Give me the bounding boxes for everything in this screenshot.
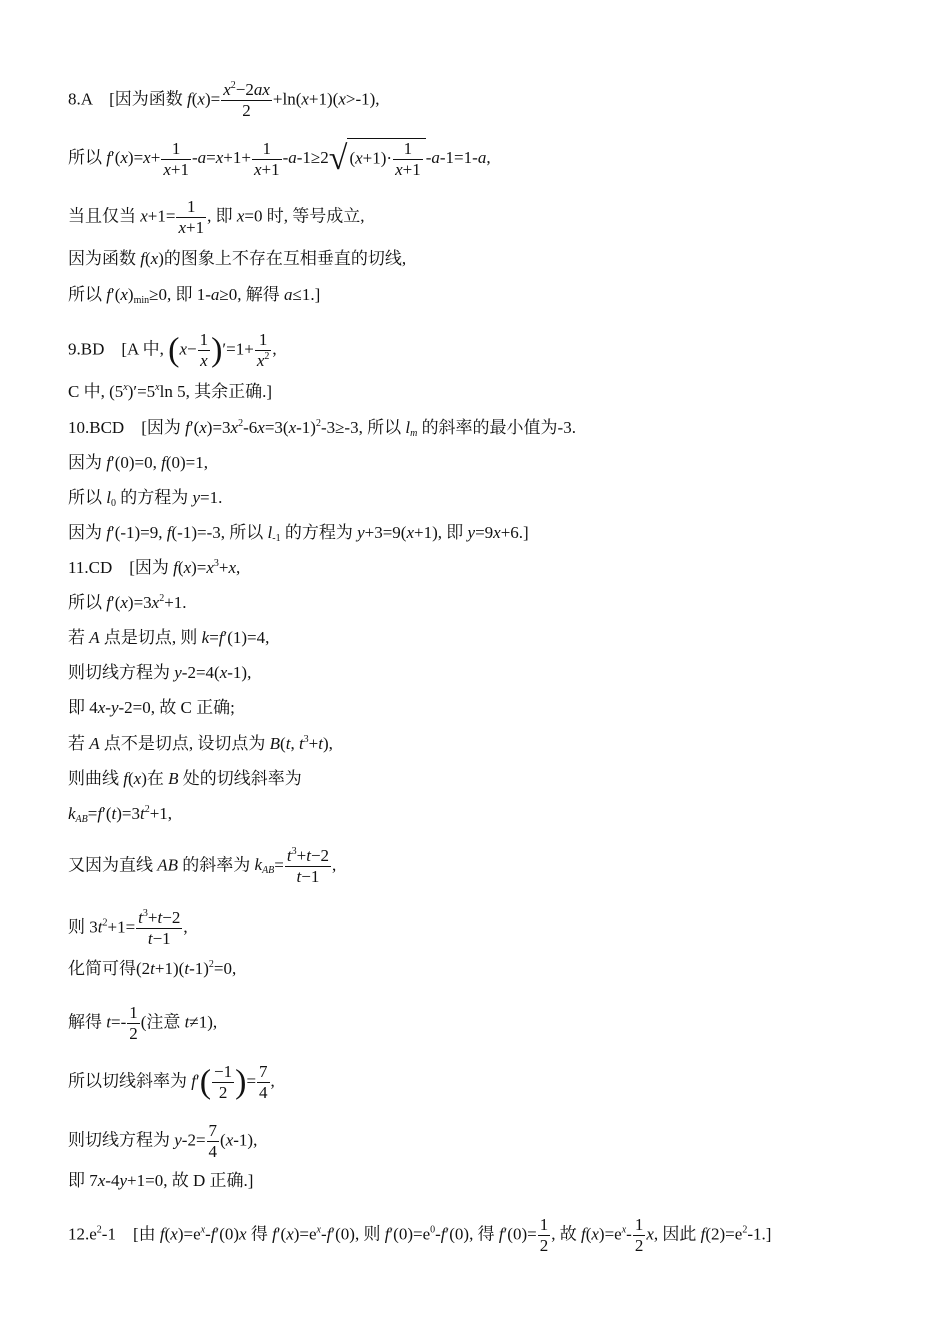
text-line: [0, 9, 950, 10]
line-11-8: $k_{AB}=f'(t)=3t^2+1$,: [68, 804, 173, 825]
text-line: [0, 11, 950, 12]
text-line: [0, 10, 950, 11]
line-11-2: 所以 $f'(x)=3x^2+1$.: [68, 593, 187, 612]
line-11-15: 即 7x-4y+1=0, 故 D 正确.]: [68, 1171, 254, 1190]
line-8-5: 所以 $f'(x)_{min}\ge 0$, 即 1-a≥0, 解得 a≤1.]: [68, 285, 321, 306]
line-11-7: 则曲线 f(x)在 B 处的切线斜率为: [68, 769, 302, 788]
line-11-6: 若 A 点不是切点, 设切点为 B(t, $t^3+t$),: [68, 734, 333, 753]
text-line: [0, 23, 950, 24]
text-line: [0, 13, 950, 14]
line-10-4: 因为 f′(-1)=9, f(-1)=-3, 所以 $l_{-1}$ 的方程为 y+3=9(x+1), 即 y=9x+6.]: [68, 523, 529, 544]
text-line: [0, 18, 950, 19]
line-11-12: 解得 t=- $\frac{1}{2}$ (注意 t≠1),: [68, 1003, 218, 1043]
text-line: [0, 14, 950, 15]
line-11-11: 化简可得$(2t+1)(t-1)^2=0$,: [68, 959, 237, 978]
text-line: [0, 2, 950, 3]
text-line: [0, 8, 950, 9]
text-line: [0, 12, 950, 13]
line-9: 9.BD [A 中, (x− $\frac{1}{x}$ )′=1+ $\frac{1}{x^2}$ ,: [68, 330, 277, 370]
text-line: [0, 0, 950, 1]
line-8-3: 当且仅当 x+1= $\frac{1}{x+1}$ , 即 x=0 时, 等号成立,: [68, 197, 365, 237]
line-9-2: C 中, $(5^x)'=5^x\ln$ 5, 其余正确.]: [68, 382, 273, 401]
text-line: [0, 19, 950, 20]
text-line: [0, 22, 950, 23]
line-11-10: 则 $3t^2+1=$ $\frac{t^3+t-2}{t-1}$ ,: [68, 908, 188, 948]
text-line: [0, 4, 950, 5]
text-line: [0, 26, 950, 27]
line-10-2: 因为 f′(0)=0, f(0)=1,: [68, 453, 209, 472]
line-11-14: 则切线方程为 y-2= $\frac{7}{4}$ (x-1),: [68, 1121, 258, 1161]
line-11-13: 所以切线斜率为 f′( $\frac{-1}{2}$ )= $\frac{7}{4}$ ,: [68, 1062, 275, 1102]
text-line: [0, 17, 950, 18]
line-8-2: 所以 f′(x)=x+ $\frac{1}{x+1}$ -a=x+1+ $\frac{1}{x+1}$ -a-1≥2√ (x+1)· $\frac{1}{x+1}$ -a-1=1-a,: [68, 138, 491, 179]
text-line: [0, 20, 950, 21]
line-12: $12.e^2-1$ [由 $f(x)=e^x-f'(0)x$ 得 $f'(x)=e^x-f'(0)$, 则 $f'(0)=e^0-f'(0)$, 得 f′(0)= $\frac{1}{2}$ , 故 $f(x)=e^x-$ $\frac{1}{2}$ x, 因此 $f(2)=e^2-1$.]: [68, 1215, 772, 1255]
text-line: [0, 16, 950, 17]
line-10-3: 所以 $l_0$ 的方程为 y=1.: [68, 488, 223, 509]
text-line: [0, 6, 950, 7]
line-11: 11.CD [因为 $f(x)=x^3+x$,: [68, 558, 241, 577]
line-11-4: 则切线方程为 y-2=4(x-1),: [68, 663, 252, 682]
text-line: [0, 1, 950, 2]
line-8-4: 因为函数 f(x)的图象上不存在互相垂直的切线,: [68, 249, 407, 268]
line-8: 8.A [因为函数 f(x)= $\frac{x^2-2ax}{2}$ +ln(x+1)(x>-1),: [68, 80, 380, 120]
text-line: [0, 7, 950, 8]
text-line: [0, 21, 950, 22]
line-11-9: 又因为直线 AB 的斜率为 $k_{AB}=$ $\frac{t^3+t-2}{t-1}$ ,: [68, 846, 337, 886]
line-11-5: 即 4x-y-2=0, 故 C 正确;: [68, 698, 235, 717]
line-11-3: 若 A 点是切点, 则 k=f′(1)=4,: [68, 628, 270, 647]
text-line: [0, 3, 950, 4]
line-10: 10.BCD [因为 $f'(x)=3x^2-6x=3(x-1)^2-3\ge-3$, 所以 $l_m$ 的斜率的最小值为-3.: [68, 418, 576, 439]
text-line: [0, 15, 950, 16]
text-line: [0, 25, 950, 26]
text-line: [0, 5, 950, 6]
text-line: [0, 24, 950, 25]
